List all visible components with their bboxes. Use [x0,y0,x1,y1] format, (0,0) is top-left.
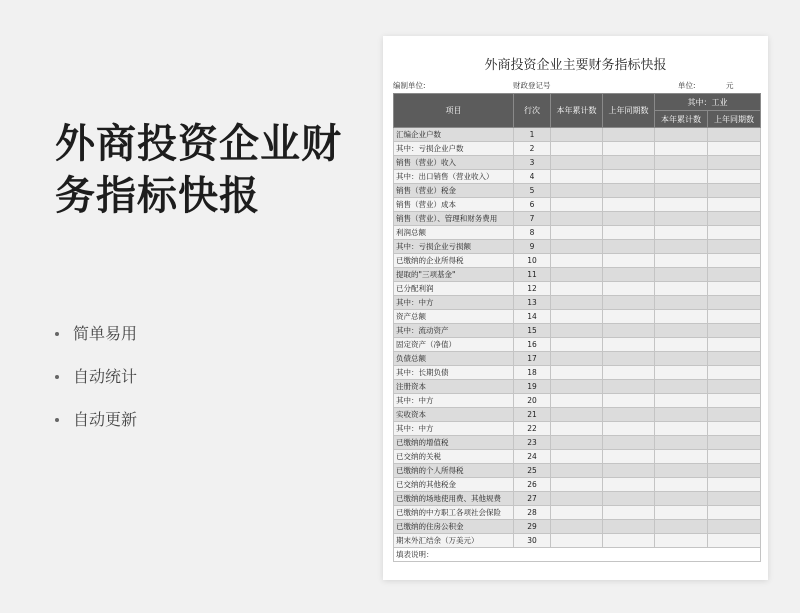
table-row [394,408,761,422]
cell-industry-last-year[interactable] [708,254,761,268]
cell-industry-ytd[interactable] [655,338,708,352]
row-label: 已交纳的关税 [394,450,514,464]
row-number: 20 [514,394,551,408]
cell-industry-last-year[interactable] [708,296,761,310]
feature-label: 简单易用 [73,323,138,343]
row-label: 已缴纳的企业所得税 [394,254,514,268]
cell-industry-ytd[interactable] [655,478,708,492]
row-number: 19 [514,380,551,394]
cell-ytd[interactable] [551,450,603,464]
cell-ytd[interactable] [551,142,603,156]
cell-last-year[interactable] [603,534,655,548]
cell-last-year[interactable] [603,492,655,506]
row-number: 6 [514,198,551,212]
cell-industry-ytd[interactable] [655,520,708,534]
cell-industry-last-year[interactable] [708,170,761,184]
table-row [394,128,761,142]
cell-last-year[interactable] [603,240,655,254]
table-row [394,380,761,394]
cell-industry-ytd[interactable] [655,254,708,268]
cell-last-year[interactable] [603,268,655,282]
row-number: 18 [514,366,551,380]
feature-item [55,312,137,355]
cell-last-year[interactable] [603,366,655,380]
cell-last-year[interactable] [603,436,655,450]
cell-last-year[interactable] [603,506,655,520]
cell-last-year[interactable] [603,170,655,184]
row-number: 11 [514,268,551,282]
header-item: 项目 [394,94,514,128]
row-label: 其中：亏损企业户数 [394,142,514,156]
row-label: 已缴纳的场地使用费、其他规费 [394,492,514,506]
row-number: 8 [514,226,551,240]
cell-industry-ytd[interactable] [655,534,708,548]
table-row [394,170,761,184]
cell-ytd[interactable] [551,338,603,352]
row-number: 16 [514,338,551,352]
table-row [394,520,761,534]
cell-industry-ytd[interactable] [655,450,708,464]
cell-industry-ytd[interactable] [655,296,708,310]
row-label: 其中：出口销售（营业收入） [394,170,514,184]
row-number: 30 [514,534,551,548]
cell-industry-ytd[interactable] [655,310,708,324]
table-row [394,310,761,324]
registration-label: 财政登记号 [513,81,551,90]
spreadsheet-preview [383,36,768,580]
row-number: 7 [514,212,551,226]
header-industry-last-year: 上年同期数 [708,111,761,128]
table-row [394,492,761,506]
cell-last-year[interactable] [603,520,655,534]
row-number: 29 [514,520,551,534]
bullet-icon [55,375,59,379]
cell-industry-ytd[interactable] [655,422,708,436]
row-number: 22 [514,422,551,436]
row-number: 3 [514,156,551,170]
cell-ytd[interactable] [551,198,603,212]
table-row [394,366,761,380]
table-row [394,436,761,450]
cell-ytd[interactable] [551,324,603,338]
sheet-meta [393,80,758,92]
header-industry-group: 其中：工业 [655,94,761,111]
cell-industry-ytd[interactable] [655,408,708,422]
row-label: 实收资本 [394,408,514,422]
cell-industry-ytd[interactable] [655,128,708,142]
row-number: 4 [514,170,551,184]
cell-ytd[interactable] [551,520,603,534]
cell-last-year[interactable] [603,212,655,226]
cell-last-year[interactable] [603,450,655,464]
cell-industry-last-year[interactable] [708,184,761,198]
bullet-icon [55,418,59,422]
table-row [394,352,761,366]
row-number: 21 [514,408,551,422]
cell-last-year[interactable] [603,408,655,422]
header-row-no: 行次 [514,94,551,128]
row-label: 其中：亏损企业亏损额 [394,240,514,254]
table-row [394,268,761,282]
cell-industry-last-year[interactable] [708,128,761,142]
feature-item [55,398,137,441]
row-number: 9 [514,240,551,254]
cell-industry-last-year[interactable] [708,268,761,282]
cell-industry-last-year[interactable] [708,142,761,156]
page-title: 外商投资企业财务指标快报 [55,121,342,219]
table-row [394,156,761,170]
table-row [394,324,761,338]
sheet-title: 外商投资企业主要财务指标快报 [484,58,667,73]
cell-ytd[interactable] [551,352,603,366]
cell-industry-ytd[interactable] [655,184,708,198]
feature-item [55,355,137,398]
cell-industry-last-year[interactable] [708,380,761,394]
row-number: 1 [514,128,551,142]
row-number: 23 [514,436,551,450]
row-label: 提取的"三项基金" [394,268,514,282]
table-row [394,338,761,352]
cell-ytd[interactable] [551,366,603,380]
cell-industry-ytd[interactable] [655,464,708,478]
table-row [394,198,761,212]
header-industry-ytd: 本年累计数 [655,111,708,128]
cell-last-year[interactable] [603,478,655,492]
row-number: 12 [514,282,551,296]
cell-ytd[interactable] [551,212,603,226]
cell-industry-ytd[interactable] [655,436,708,450]
row-label: 注册资本 [394,380,514,394]
table-row [394,394,761,408]
bullet-icon [55,332,59,336]
cell-industry-ytd[interactable] [655,506,708,520]
cell-industry-ytd[interactable] [655,324,708,338]
cell-industry-ytd[interactable] [655,212,708,226]
cell-industry-last-year[interactable] [708,394,761,408]
feature-label: 自动统计 [73,366,138,386]
table-row [394,240,761,254]
cell-ytd[interactable] [551,380,603,394]
cell-last-year[interactable] [603,338,655,352]
cell-ytd[interactable] [551,506,603,520]
cell-industry-ytd[interactable] [655,380,708,394]
cell-industry-last-year[interactable] [708,478,761,492]
cell-last-year[interactable] [603,198,655,212]
row-number: 27 [514,492,551,506]
cell-industry-last-year[interactable] [708,436,761,450]
cell-industry-last-year[interactable] [708,534,761,548]
cell-industry-ytd[interactable] [655,352,708,366]
unit2-label: 单位: [678,81,696,90]
cell-ytd[interactable] [551,226,603,240]
row-number: 2 [514,142,551,156]
row-number: 15 [514,324,551,338]
cell-ytd[interactable] [551,492,603,506]
cell-ytd[interactable] [551,436,603,450]
cell-industry-ytd[interactable] [655,226,708,240]
cell-ytd[interactable] [551,268,603,282]
cell-ytd[interactable] [551,282,603,296]
cell-industry-ytd[interactable] [655,366,708,380]
cell-industry-ytd[interactable] [655,170,708,184]
cell-ytd[interactable] [551,254,603,268]
cell-industry-ytd[interactable] [655,156,708,170]
financial-table [393,93,761,562]
cell-ytd[interactable] [551,240,603,254]
cell-industry-last-year[interactable] [708,506,761,520]
cell-industry-last-year[interactable] [708,156,761,170]
cell-industry-last-year[interactable] [708,422,761,436]
cell-ytd[interactable] [551,394,603,408]
cell-industry-last-year[interactable] [708,240,761,254]
row-label: 已缴纳的中方职工各项社会保险 [394,506,514,520]
row-label: 已交纳的其他税金 [394,478,514,492]
cell-industry-last-year[interactable] [708,450,761,464]
row-label: 其中：中方 [394,394,514,408]
cell-industry-last-year[interactable] [708,520,761,534]
row-number: 24 [514,450,551,464]
cell-last-year[interactable] [603,296,655,310]
row-label: 销售（营业）、管理和财务费用 [394,212,514,226]
table-row [394,534,761,548]
cell-industry-last-year[interactable] [708,338,761,352]
table-row [394,212,761,226]
cell-industry-ytd[interactable] [655,492,708,506]
row-label: 固定资产（净值） [394,338,514,352]
row-number: 5 [514,184,551,198]
cell-last-year[interactable] [603,142,655,156]
feature-list [55,312,137,441]
cell-last-year[interactable] [603,254,655,268]
row-label: 销售（营业）成本 [394,198,514,212]
row-label: 已缴纳的住房公积金 [394,520,514,534]
cell-ytd[interactable] [551,170,603,184]
row-number: 10 [514,254,551,268]
cell-industry-ytd[interactable] [655,240,708,254]
row-number: 26 [514,478,551,492]
row-label: 销售（营业）税金 [394,184,514,198]
cell-ytd[interactable] [551,478,603,492]
unit-label: 编制单位: [393,81,426,90]
cell-last-year[interactable] [603,184,655,198]
row-number: 17 [514,352,551,366]
cell-industry-last-year[interactable] [708,324,761,338]
table-row [394,478,761,492]
cell-last-year[interactable] [603,310,655,324]
row-label: 已缴纳的增值税 [394,436,514,450]
cell-last-year[interactable] [603,226,655,240]
cell-industry-last-year[interactable] [708,352,761,366]
cell-industry-ytd[interactable] [655,142,708,156]
row-number: 25 [514,464,551,478]
table-row [394,296,761,310]
cell-last-year[interactable] [603,282,655,296]
table-row [394,184,761,198]
table-row [394,282,761,296]
row-label: 其中：中方 [394,296,514,310]
cell-industry-last-year[interactable] [708,366,761,380]
cell-industry-last-year[interactable] [708,408,761,422]
row-label: 其中：长期负债 [394,366,514,380]
header-ytd: 本年累计数 [551,94,603,128]
cell-ytd[interactable] [551,296,603,310]
cell-ytd[interactable] [551,408,603,422]
cell-last-year[interactable] [603,394,655,408]
cell-last-year[interactable] [603,156,655,170]
table-row [394,254,761,268]
row-label: 已缴纳的个人所得税 [394,464,514,478]
header-last-year: 上年同期数 [603,94,655,128]
cell-last-year[interactable] [603,422,655,436]
table-row [394,226,761,240]
cell-ytd[interactable] [551,156,603,170]
cell-industry-ytd[interactable] [655,282,708,296]
cell-ytd[interactable] [551,184,603,198]
table-row [394,506,761,520]
row-number: 14 [514,310,551,324]
cell-industry-ytd[interactable] [655,394,708,408]
row-number: 13 [514,296,551,310]
cell-industry-last-year[interactable] [708,282,761,296]
feature-label: 自动更新 [73,409,138,429]
row-label: 已分配利润 [394,282,514,296]
cell-industry-last-year[interactable] [708,492,761,506]
cell-last-year[interactable] [603,324,655,338]
cell-last-year[interactable] [603,464,655,478]
row-label: 其中：中方 [394,422,514,436]
cell-industry-ytd[interactable] [655,268,708,282]
cell-industry-last-year[interactable] [708,464,761,478]
cell-ytd[interactable] [551,422,603,436]
cell-last-year[interactable] [603,128,655,142]
cell-last-year[interactable] [603,380,655,394]
table-row [394,422,761,436]
table-row [394,450,761,464]
row-label: 销售（营业）收入 [394,156,514,170]
cell-industry-last-year[interactable] [708,226,761,240]
cell-industry-last-year[interactable] [708,212,761,226]
cell-ytd[interactable] [551,310,603,324]
cell-industry-ytd[interactable] [655,198,708,212]
footer-note: 填表说明： [394,548,761,562]
cell-ytd[interactable] [551,534,603,548]
row-label: 期末外汇结余（万美元） [394,534,514,548]
row-label: 利润总额 [394,226,514,240]
row-label: 负债总额 [394,352,514,366]
cell-ytd[interactable] [551,464,603,478]
cell-ytd[interactable] [551,128,603,142]
table-row [394,464,761,478]
row-label: 汇编企业户数 [394,128,514,142]
row-number: 28 [514,506,551,520]
currency-label: 元 [726,81,734,90]
cell-last-year[interactable] [603,352,655,366]
row-label: 资产总额 [394,310,514,324]
row-label: 其中：流动资产 [394,324,514,338]
cell-industry-last-year[interactable] [708,310,761,324]
cell-industry-last-year[interactable] [708,198,761,212]
table-row [394,142,761,156]
